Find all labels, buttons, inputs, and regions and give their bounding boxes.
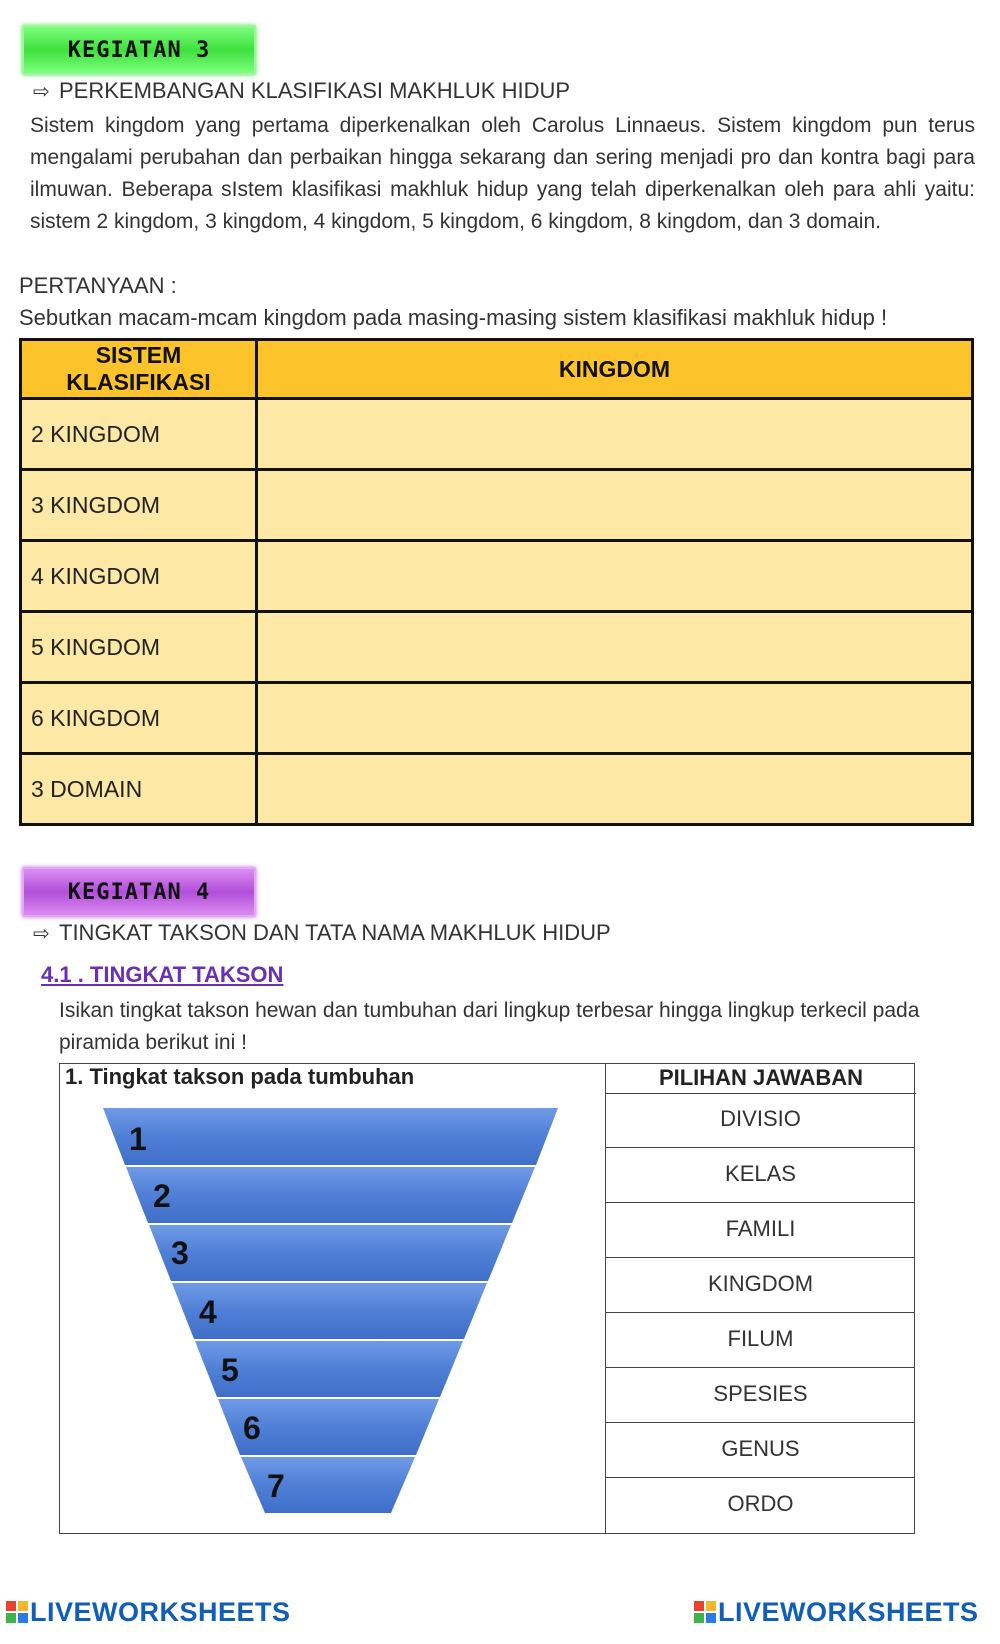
answer-cell[interactable] — [257, 470, 973, 541]
choice-item[interactable]: FAMILI — [605, 1203, 915, 1258]
pyramid-level-3[interactable] — [149, 1225, 511, 1281]
footer-brand-text: LIVEWORKSHEETS — [30, 1597, 291, 1627]
row-label: 3 DOMAIN — [21, 754, 257, 825]
instruction-line: piramida berikut ini ! — [59, 1031, 247, 1054]
table-row — [21, 683, 973, 754]
instruction — [59, 995, 949, 1059]
pyramid-level-number: 7 — [267, 1468, 285, 1504]
choices-header: PILIHAN JAWABAN — [605, 1063, 916, 1094]
answer-cell[interactable] — [257, 612, 973, 683]
pyramid-level-2[interactable] — [126, 1167, 535, 1223]
choice-item[interactable]: KINGDOM — [605, 1258, 915, 1313]
pyramid-level-5[interactable] — [195, 1341, 463, 1397]
section-subtitle: 4.1 . TINGKAT TAKSON — [41, 962, 284, 987]
table-row — [21, 541, 973, 612]
activity-4-heading-text: TINGKAT TAKSON DAN TATA NAMA MAKHLUK HIDUP — [59, 920, 611, 945]
paragraph-line: mengalami perubahan dan perbaikan hingga sekarang dan sering menjadi pro dan kontra bagi para — [30, 146, 975, 169]
pyramid-level-number: 5 — [221, 1352, 239, 1388]
footer-brand-text: LIVEWORKSHEETS — [718, 1597, 979, 1627]
paragraph-line: sistem 2 kingdom, 3 kingdom, 4 kingdom, 5 kingdom, 6 kingdom, 8 kingdom, dan 3 domain. — [30, 210, 881, 233]
row-label: 5 KINGDOM — [21, 612, 257, 683]
footer-brand-right — [694, 1597, 979, 1628]
kingdom-table — [19, 338, 974, 826]
pyramid-level-number: 3 — [171, 1235, 189, 1271]
header-sistem: SISTEM KLASIFIKASI — [21, 340, 257, 399]
activity-3-heading-text: PERKEMBANGAN KLASIFIKASI MAKHLUK HIDUP — [59, 78, 571, 103]
arrow-right-icon: ⇨ — [33, 81, 50, 103]
choice-item[interactable]: DIVISIO — [605, 1093, 915, 1148]
table-row — [21, 470, 973, 541]
activity-4-badge: KEGIATAN 4 — [22, 867, 256, 917]
row-label: 6 KINGDOM — [21, 683, 257, 754]
choice-item[interactable]: ORDO — [605, 1478, 915, 1533]
choice-item[interactable]: SPESIES — [605, 1368, 915, 1423]
paragraph-line: ilmuwan. Beberapa sIstem klasifikasi makhluk hidup yang telah diperkenalkan oleh para ahli yaitu: — [30, 178, 975, 201]
pyramid-level-number: 6 — [243, 1410, 261, 1446]
pyramid-level-7[interactable] — [241, 1457, 415, 1513]
pyramid-level-number: 2 — [153, 1178, 171, 1214]
table-row — [21, 399, 973, 470]
pyramid-level-1[interactable] — [103, 1108, 558, 1165]
row-label: 4 KINGDOM — [21, 541, 257, 612]
pyramid-level-number: 1 — [129, 1121, 147, 1157]
choice-item[interactable]: KELAS — [605, 1148, 915, 1203]
activity-4-heading — [33, 920, 611, 946]
header-kingdom: KINGDOM — [257, 340, 973, 399]
answer-cell[interactable] — [257, 754, 973, 825]
activity-3-paragraph — [30, 110, 975, 238]
question-text: Sebutkan macam-mcam kingdom pada masing-masing sistem klasifikasi makhluk hidup ! — [19, 305, 888, 330]
activity-3-badge: KEGIATAN 3 — [22, 25, 256, 75]
row-label: 3 KINGDOM — [21, 470, 257, 541]
question-label: PERTANYAAN : — [19, 273, 177, 298]
row-label: 2 KINGDOM — [21, 399, 257, 470]
choice-item[interactable]: GENUS — [605, 1423, 915, 1478]
table-header-row — [21, 340, 973, 399]
liveworksheets-logo-icon — [694, 1601, 716, 1623]
table-row — [21, 754, 973, 825]
pyramid-level-6[interactable] — [218, 1399, 439, 1455]
taxon-pyramid — [95, 1100, 565, 1520]
footer-brand-left — [6, 1597, 291, 1628]
paragraph-line: Sistem kingdom yang pertama diperkenalkan oleh Carolus Linnaeus. Sistem kingdom pun terus — [30, 114, 975, 137]
pyramid-level-4[interactable] — [172, 1283, 487, 1339]
pyramid-level-number: 4 — [199, 1294, 217, 1330]
instruction-line: Isikan tingkat takson hewan dan tumbuhan dari lingkup terbesar hingga lingkup terkecil pada — [59, 999, 920, 1022]
activity-3-heading — [33, 78, 570, 104]
taxon-box-title: 1. Tingkat takson pada tumbuhan — [65, 1064, 415, 1089]
choice-item[interactable]: FILUM — [605, 1313, 915, 1368]
answer-cell[interactable] — [257, 541, 973, 612]
answer-cell[interactable] — [257, 399, 973, 470]
table-row — [21, 612, 973, 683]
liveworksheets-logo-icon — [6, 1601, 28, 1623]
arrow-right-icon: ⇨ — [33, 923, 50, 945]
answer-cell[interactable] — [257, 683, 973, 754]
choices-list — [605, 1093, 915, 1533]
